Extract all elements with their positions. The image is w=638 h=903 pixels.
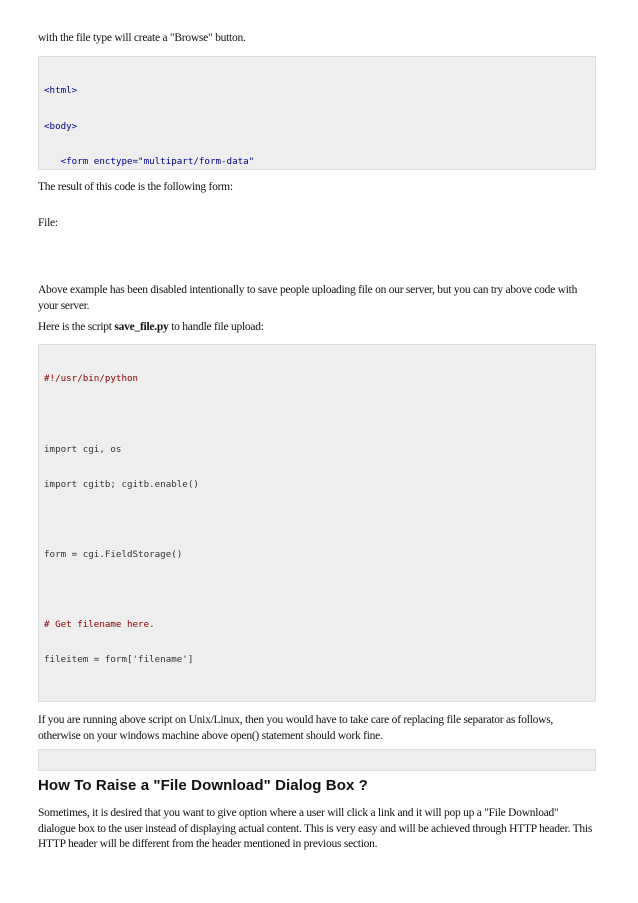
code-line: <body> [44,120,78,132]
code-line [44,584,590,596]
script-name: save_file.py [114,321,169,333]
code-line: # Get filename here. [44,619,155,631]
script-intro: Here is the script save_file.py to handle file upload: [38,321,264,333]
code-line: <html> [44,85,78,97]
section-heading: How To Raise a "File Download" Dialog Box ? [38,777,368,794]
intro-line: with the file type will create a "Browse" button. [38,32,246,44]
code-line: import cgitb; cgitb.enable() [44,478,199,490]
code-line: fileitem = form['filename'] [44,654,194,666]
html-code-block [38,56,596,170]
code-line: form = cgi.FieldStorage() [44,548,183,560]
code-line [44,689,590,701]
unix-note: If you are running above script on Unix/Linux, then you would have to take care of replacing file separator as follows, otherwise on your windows machine above open() statement should work fine. [38,714,554,742]
code-line [44,514,590,526]
download-paragraph: Sometimes, it is desired that you want to give option where a user will click a link and it will pop up a "File Download" dialogue box to the user instead of displaying actual content. This is very easy and will be achieved through HTTP header. This HTTP header will be different from the header mentioned in previous section. [38,807,593,850]
code-line: import cgi, os [44,443,122,455]
result-text: The result of this code is the following form: [38,181,233,193]
code-line [44,409,590,421]
file-form-label: File: [38,217,58,229]
python-code-block [38,344,596,702]
code-line: #!/usr/bin/python [44,373,139,385]
replace-code-block [38,749,596,771]
code-line: <form enctype="multipart/form-data" [44,155,255,167]
disabled-note: Above example has been disabled intentionally to save people uploading file on our server, but you can try above code with your server. [38,284,578,312]
